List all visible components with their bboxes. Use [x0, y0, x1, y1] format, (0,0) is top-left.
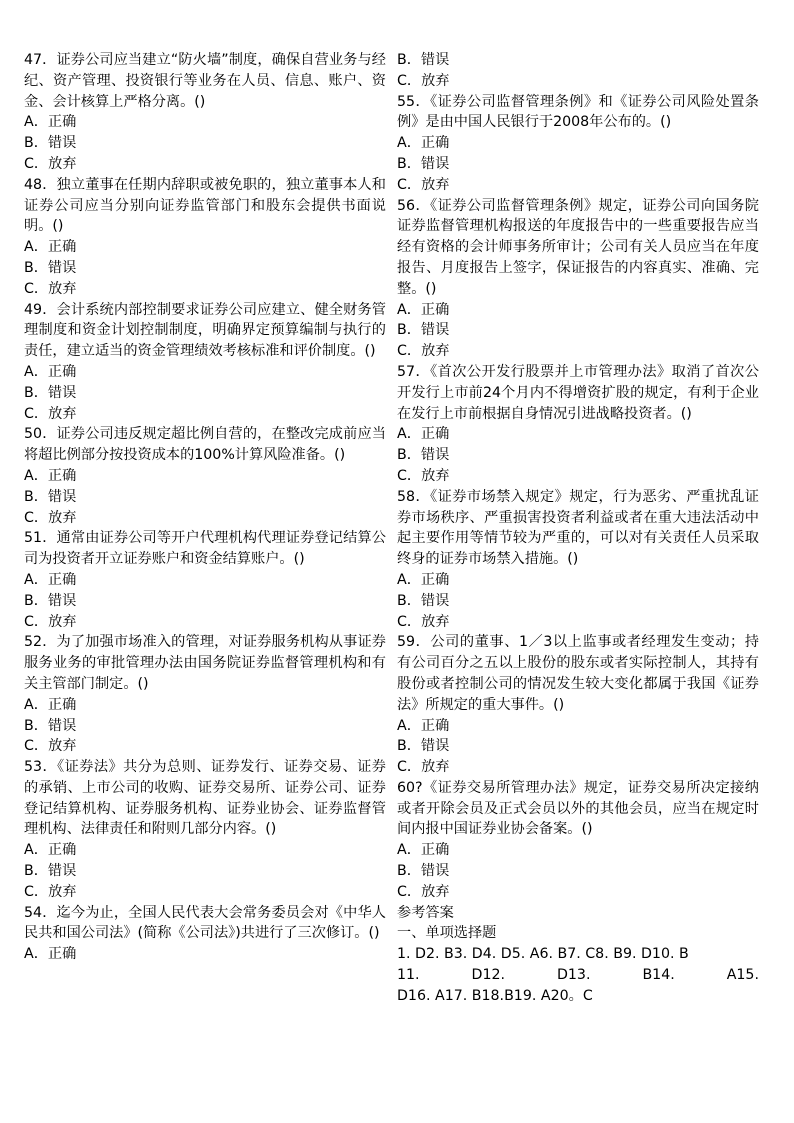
question-q59	[397, 632, 759, 778]
answer-option: B．错误	[397, 592, 450, 609]
answer-option: A．正确	[397, 571, 450, 588]
question-q47	[24, 50, 386, 175]
answer-token: D13.	[556, 967, 591, 984]
answer-line-3: D16. A17. B18.B19. A20。C	[397, 987, 593, 1004]
answer-option: C．放弃	[397, 883, 450, 900]
answer-option: C．放弃	[24, 155, 77, 172]
answer-option: A．正确	[397, 426, 450, 443]
answer-option: B．错误	[397, 447, 450, 464]
answer-key	[397, 903, 759, 1007]
answer-option: A．正确	[397, 301, 450, 318]
answer-heading: 参考答案	[397, 904, 454, 921]
answer-option: B．错误	[24, 259, 77, 276]
question-stem: 49．会计系统内部控制要求证券公司应建立、健全财务管理制度和资金计划控制制度，明确界定预算编制与执行的责任，建立适当的资金管理绩效考核标准和评价制度。()	[24, 301, 386, 360]
answer-option: B．错误	[397, 155, 450, 172]
question-stem: 58．《证券市场禁入规定》规定，行为恶劣、严重扰乱证券市场秩序、严重损害投资者利益或者在重大违法活动中起主要作用等情节较为严重的，可以对有关责任人员采取终身的证券市场禁入措施。()	[397, 488, 759, 568]
question-stem: 48．独立董事在任期内辞职或被免职的，独立董事本人和证券公司应当分别向证券监管部门和股东会提供书面说明。()	[24, 176, 386, 235]
answer-option: B．错误	[24, 717, 77, 734]
question-stem: 60?《证券交易所管理办法》规定，证券交易所决定接纳或者开除会员及正式会员以外的其他会员，应当在规定时间内报中国证券业协会备案。()	[397, 779, 759, 838]
answer-option: B．错误	[24, 488, 77, 505]
answer-option: B．错误	[24, 384, 77, 401]
question-stem: 56．《证券公司监督管理条例》规定，证券公司向国务院证券监督管理机构报送的年度报告中的一些重要报告应当经有资格的会计师事务所审计；公司有关人员应当在年度报告、月度报告上签字，保证报告的内容真实、准确、完整。()	[397, 197, 759, 297]
answer-option: A．正确	[24, 696, 77, 713]
answer-option: B．错误	[397, 738, 450, 755]
answer-line-2	[397, 965, 759, 986]
question-q58	[397, 487, 759, 633]
question-q54	[24, 903, 386, 965]
left-column	[24, 50, 386, 965]
answer-option: B．错误	[397, 322, 450, 339]
answer-token: 11.	[397, 967, 420, 984]
answer-option: C．放弃	[24, 738, 77, 755]
answer-option: C．放弃	[397, 759, 450, 776]
question-q55	[397, 92, 759, 196]
question-q60	[397, 778, 759, 903]
question-q50	[24, 424, 386, 528]
question-q53	[24, 757, 386, 903]
answer-token: D12.	[471, 967, 506, 984]
question-stem: 55．《证券公司监督管理条例》和《证券公司风险处置条例》是由中国人民银行于2008年公布的。()	[397, 93, 759, 131]
answer-option: B．错误	[24, 135, 77, 152]
answer-option: C．放弃	[24, 405, 77, 422]
answer-option: C．放弃	[24, 509, 77, 526]
question-q52	[24, 632, 386, 757]
answer-section-title: 一、单项选择题	[397, 925, 497, 942]
answer-option: B．错误	[24, 592, 77, 609]
answer-option: B．错误	[397, 863, 450, 880]
answer-option: A．正确	[24, 571, 77, 588]
question-stem: 51．通常由证券公司等开户代理机构代理证券登记结算公司为投资者开立证券账户和资金结算账户。()	[24, 530, 386, 568]
answer-option: A．正确	[397, 842, 450, 859]
question-q57	[397, 362, 759, 487]
question-q51	[24, 528, 386, 632]
question-stem: 47．证券公司应当建立“防火墙”制度，确保自营业务与经纪、资产管理、投资银行等业务在人员、信息、账户、资金、会计核算上严格分离。()	[24, 52, 386, 110]
question-stem: 50．证券公司违反规定超比例自营的，在整改完成前应当将超比例部分按投资成本的100%计算风险准备。()	[24, 426, 386, 464]
answer-option: A．正确	[24, 946, 77, 963]
answer-option: C．放弃	[397, 467, 450, 484]
answer-option: C．放弃	[24, 613, 77, 630]
question-q49	[24, 300, 386, 425]
answer-option: C．放弃	[397, 72, 450, 89]
answer-option: C．放弃	[397, 343, 450, 360]
answer-option: B．错误	[24, 863, 77, 880]
answer-option: C．放弃	[397, 176, 450, 193]
question-q54-cont	[397, 50, 759, 92]
answer-option: A．正确	[397, 135, 450, 152]
question-stem: 53．《证券法》共分为总则、证券发行、证券交易、证券的承销、上市公司的收购、证券交易所、证券公司、证券登记结算机构、证券服务机构、证券业协会、证券监督管理机构、法律责任和附则几部分内容。()	[24, 759, 386, 838]
answer-option: A．正确	[24, 842, 77, 859]
answer-option: B．错误	[397, 52, 450, 68]
question-stem: 59．公司的董事、1／3以上监事或者经理发生变动；持有公司百分之五以上股份的股东或者实际控制人，其持有股份或者控制公司的情况发生较大变化都属于我国《证券法》所规定的重大事件。()	[397, 634, 759, 713]
answer-option: C．放弃	[397, 613, 450, 630]
question-stem: 57．《首次公开发行股票并上市管理办法》取消了首次公开发行上市前24个月内不得增资扩股的规定，有利于企业在发行上市前根据自身情况引进战略投资者。()	[397, 363, 759, 422]
answer-option: A．正确	[24, 114, 77, 131]
answer-token: A15.	[726, 967, 759, 984]
right-questions	[397, 50, 759, 903]
answer-option: C．放弃	[24, 280, 77, 297]
answer-option: A．正确	[397, 717, 450, 734]
question-stem: 52．为了加强市场准入的管理，对证券服务机构从事证券服务业务的审批管理办法由国务院证券监督管理机构和有关主管部门制定。()	[24, 634, 386, 692]
answer-option: A．正确	[24, 467, 77, 484]
question-stem: 54．迄今为止，全国人民代表大会常务委员会对《中华人民共和国公司法》(简称《公司法》)共进行了三次修订。()	[24, 904, 386, 942]
answer-option: C．放弃	[24, 883, 77, 900]
right-column	[397, 50, 759, 1007]
answer-option: A．正确	[24, 363, 77, 380]
answer-option: A．正确	[24, 239, 77, 256]
answer-token: B14.	[642, 967, 675, 984]
question-q56	[397, 196, 759, 362]
answer-line-1: 1. D2. B3. D4. D5. A6. B7. C8. B9. D10. B	[397, 946, 689, 963]
question-q48	[24, 175, 386, 300]
